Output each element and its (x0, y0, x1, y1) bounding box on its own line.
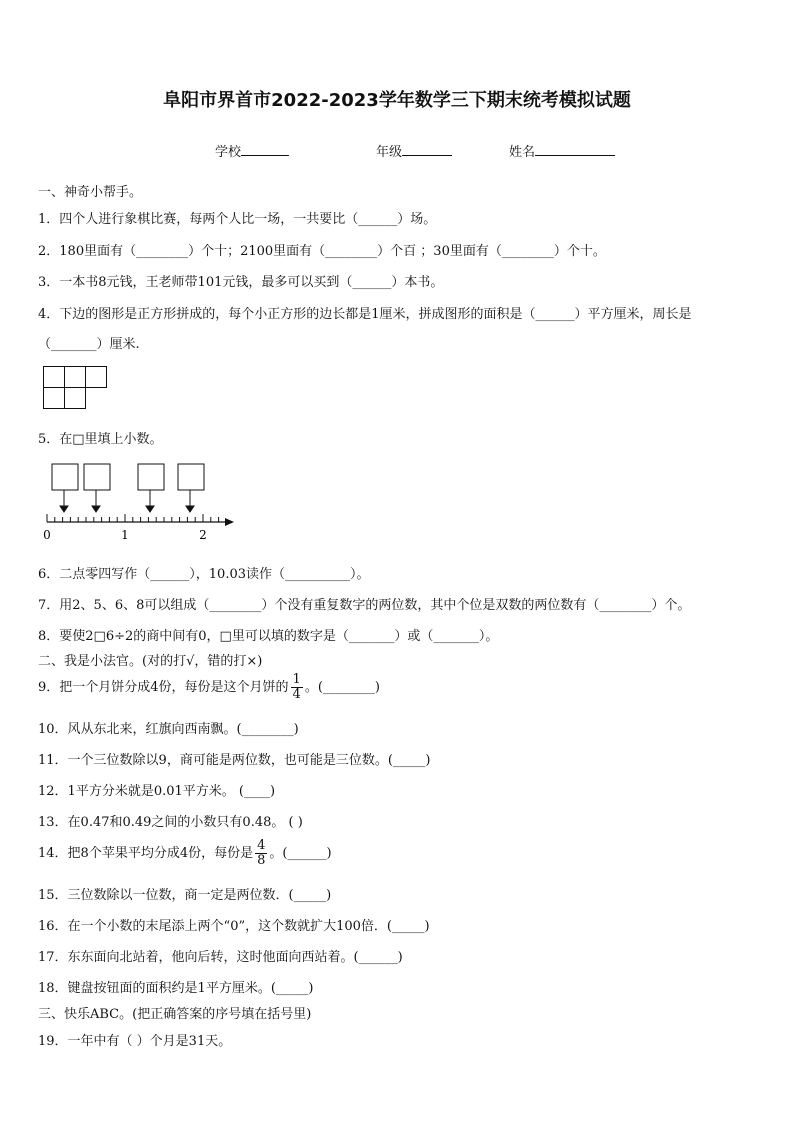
page-title: 阜阳市界首市2022-2023学年数学三下期末统考模拟试题 (163, 90, 631, 111)
question-15: 15．三位数除以一位数，商一定是两位数．(_____) (38, 888, 332, 903)
number-line-arrowhead (225, 518, 234, 526)
grade-blank (402, 142, 452, 156)
question-1: 1．四个人进行象棋比赛，每两个人比一场，一共要比（______）场。 (38, 212, 437, 227)
pointer-arrows (60, 490, 194, 512)
answer-box-3[interactable] (138, 464, 164, 490)
section-1-heading: 一、神奇小帮手。 (38, 185, 143, 200)
question-9 (38, 673, 380, 702)
answer-box-4[interactable] (178, 464, 204, 490)
question-14 (38, 839, 332, 868)
question-9-text: 9．把一个月饼分成4份，每份是这个月饼的 (38, 680, 289, 695)
grade-field (376, 141, 452, 160)
question-13: 13．在0.47和0.49之间的小数只有0.48。 ( ) (38, 815, 303, 830)
number-line-label-0: 0 (43, 528, 51, 542)
question-3: 3．一本书8元钱，王老师带101元钱，最多可以买到（______）本书。 (38, 275, 444, 290)
fraction-one-quarter (291, 673, 303, 702)
school-label: 学校 (215, 145, 242, 160)
school-field (215, 141, 289, 160)
question-4-line-1: 4．下边的图形是正方形拼成的，每个小正方形的边长都是1厘米，拼成图形的面积是（______）平方厘米，周长是 (38, 307, 692, 322)
grade-label: 年级 (376, 145, 403, 160)
question-2: 2．180里面有（________）个十；2100里面有（________）个百 ；30里面有（________）个十。 (38, 244, 606, 259)
question-9-answer: 。(________) (304, 680, 380, 695)
question-4-line-2: （_______）厘米. (38, 337, 140, 352)
question-10: 10．风从东北来，红旗向西南飘。(________) (38, 722, 299, 737)
fraction-numerator: 1 (292, 672, 301, 687)
square-grid-figure (43, 366, 109, 411)
question-16: 16．在一个小数的末尾添上两个“0”，这个数就扩大100倍．(_____) (38, 919, 430, 934)
school-blank (241, 142, 289, 156)
fraction-denominator: 8 (257, 853, 266, 868)
number-line-label-2: 2 (199, 528, 207, 542)
number-line-label-1: 1 (121, 528, 129, 542)
number-line-figure (40, 460, 240, 545)
name-blank (535, 142, 615, 156)
question-11: 11．一个三位数除以9，商可能是两位数，也可能是三位数。(_____) (38, 753, 431, 768)
name-field (509, 141, 615, 160)
question-12: 12．1平方分米就是0.01平方米。 (____) (38, 784, 276, 799)
fraction-four-eighths (255, 839, 267, 868)
section-2-heading: 二、我是小法官。(对的打√，错的打×) (38, 654, 263, 669)
fraction-denominator: 4 (292, 687, 301, 702)
question-14-text: 14．把8个苹果平均分成4份，每份是 (38, 846, 254, 861)
question-6: 6．二点零四写作（______），10.03读作（__________）。 (38, 567, 370, 582)
name-label: 姓名 (509, 145, 536, 160)
question-18: 18．键盘按钮面的面积约是1平方厘米。(_____) (38, 981, 314, 996)
question-14-answer: 。(______) (269, 846, 332, 861)
answer-box-2[interactable] (84, 464, 110, 490)
question-19: 19．一年中有（ ）个月是31天。 (38, 1034, 232, 1049)
number-line-ticks (47, 514, 219, 522)
fraction-numerator: 4 (257, 838, 266, 853)
question-7: 7．用2、5、6、8可以组成（________）个没有重复数字的两位数，其中个位是双数的两位数有（________）个。 (38, 598, 691, 613)
section-3-heading: 三、快乐ABC。(把正确答案的序号填在括号里) (38, 1007, 312, 1022)
question-5: 5．在□里填上小数。 (38, 432, 163, 447)
question-17: 17．东东面向北站着，他向后转，这时他面向西站着。(______) (38, 950, 403, 965)
question-8: 8．要使2□6÷2的商中间有0，□里可以填的数字是（_______）或（_______）。 (38, 629, 499, 644)
answer-box-1[interactable] (52, 464, 78, 490)
